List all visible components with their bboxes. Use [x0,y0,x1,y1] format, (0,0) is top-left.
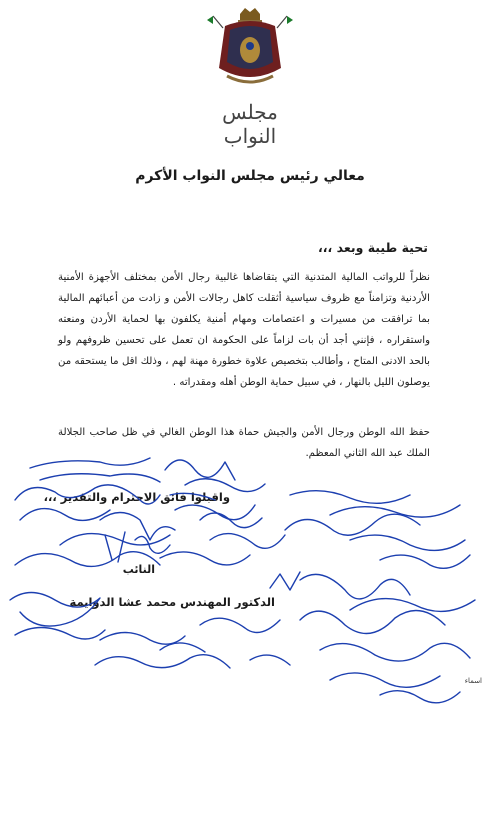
letter-body: نظراً للرواتب المالية المتدنية التي يتقاضاها غالبية رجال الأمن بمختلف الأجهزة الأمنية الأردنية وتزامناً مع ظروف سياسية أثقلت كاهل رجالات الأمن و زادت من أعبائهم المالية بما ترافقت من مسيرات و اعتصامات ومهام أمنية يكلفون بها لحماية الأردن ومنعته واستقراره ، فإنني أجد أن بات لزاماً على الحكومة ان تعمل على تحسين ظروفهم ولو بالحد الادنى المتاح ، وأطالب بتخصيص علاوة خطورة مهنة لهم ، وذلك اقل ما يستحقه من يوصلون الليل بالنهار ، في سبيل حماية الوطن أهله ومقدراته . [58,272,430,388]
signer-name: الدكتور المهندس محمد عشا الدوايمة [69,595,275,609]
names-note: اسماء [464,677,482,685]
letter-closing: حفظ الله الوطن ورجال الأمن والجيش حماة هذا الوطن الغالي في ظل صاحب الجلالة الملك عبد الله الثاني المعظم. [58,427,430,459]
signer-title: النائب [122,563,155,576]
parliament-wordmark: مجلس النواب [222,100,278,148]
closing-respect: واقبلوا فائق الاحترام والتقدير ،،، [43,490,230,504]
greeting: تحية طيبة وبعد ،،، [318,240,428,255]
salutation: معالي رئيس مجلس النواب الأكرم [135,168,365,184]
signature-group-right [270,491,475,703]
